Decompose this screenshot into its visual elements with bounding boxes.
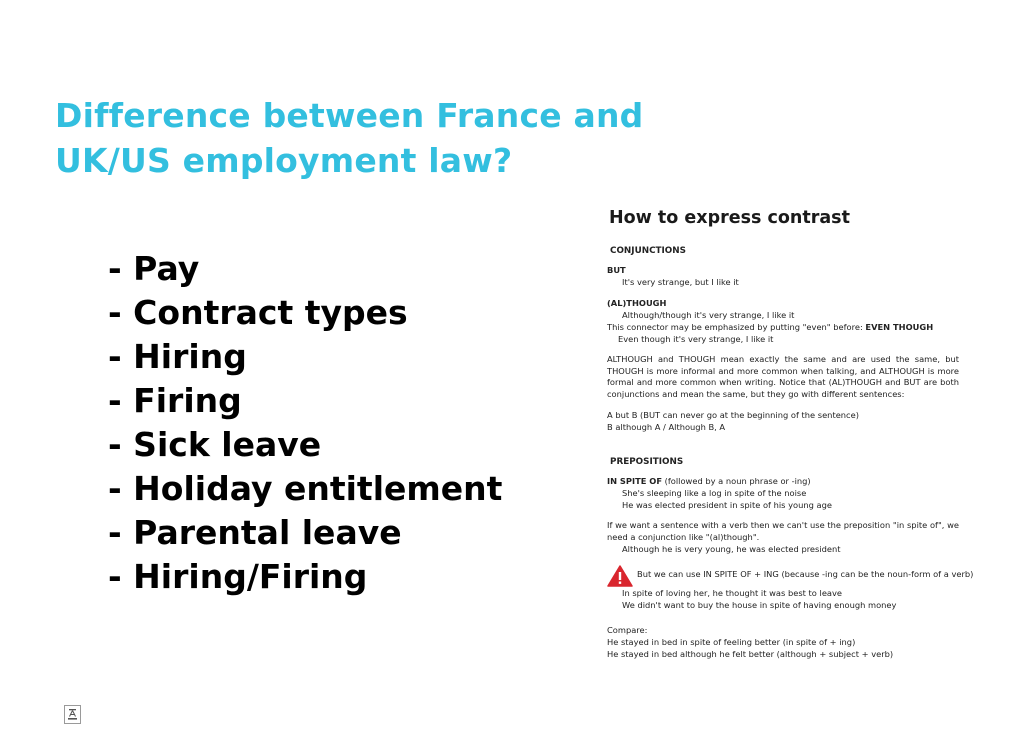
warning-note — [607, 568, 974, 587]
pattern-although: B although A / Although B, A — [607, 422, 726, 432]
verb-explanation: If we want a sentence with a verb then we can't use the preposition "in spite of", we need a conjunction like "(al)though". — [607, 520, 959, 542]
topic-item: - Holiday entitlement — [108, 469, 503, 508]
compare-example-2: He stayed in bed although he felt better (although + subject + verb) — [607, 649, 894, 659]
in-spite-of-heading — [607, 475, 959, 487]
topic-list — [108, 247, 502, 599]
even-though-keyword: EVEN THOUGH — [865, 322, 934, 332]
in-spite-of-ing-example-2: We didn't want to buy the house in spite of having enough money — [622, 600, 897, 610]
conjunctions-heading: CONJUNCTIONS — [610, 246, 686, 256]
pattern-but: A but B (BUT can never go at the beginning of the sentence) — [607, 410, 859, 420]
topic-item: - Pay — [108, 249, 200, 288]
topic-item: - Parental leave — [108, 513, 402, 552]
though-explanation: ALTHOUGH and THOUGH mean exactly the same and are used the same, but THOUGH is more informal and more common when talking, and ALTHOUGH is more formal and more common when writing. Notice that (AL)THOUGH and BUT are both conjunctions and mean the same, but they go with different sentences: — [607, 354, 959, 399]
but-example: It's very strange, but I like it — [622, 277, 739, 287]
in-spite-of-keyword: IN SPITE OF — [607, 476, 662, 486]
warning-triangle-icon — [607, 565, 633, 587]
topic-item: - Hiring — [108, 337, 247, 376]
compare-heading: Compare: — [607, 625, 648, 635]
even-though-example: Even though it's very strange, I like it — [618, 334, 774, 344]
handout-title: How to express contrast — [609, 208, 850, 228]
in-spite-of-example-1: She's sleeping like a log in spite of the noise — [622, 488, 807, 498]
although-example: Although he is very young, he was elected president — [622, 544, 841, 554]
slide-title-line-2: UK/US employment law? — [55, 141, 513, 180]
even-though-note — [607, 321, 959, 333]
contrast-handout-image — [607, 208, 974, 660]
topic-item: - Hiring/Firing — [108, 557, 368, 596]
topic-item: - Sick leave — [108, 425, 322, 464]
presentation-logo-icon — [64, 705, 81, 724]
in-spite-of-note: (followed by a noun phrase or -ing) — [662, 476, 811, 486]
slide-title-line-1: Difference between France and — [55, 96, 644, 135]
topic-item: - Contract types — [108, 293, 408, 332]
though-example: Although/though it's very strange, I like it — [622, 310, 795, 320]
though-heading: (AL)THOUGH — [607, 298, 667, 308]
prepositions-heading: PREPOSITIONS — [610, 457, 684, 467]
in-spite-of-ing-example-1: In spite of loving her, he thought it was best to leave — [622, 588, 843, 598]
but-heading: BUT — [607, 265, 626, 275]
warning-text: But we can use IN SPITE OF + ING (because -ing can be the noun-form of a verb) — [637, 569, 974, 579]
topic-item: - Firing — [108, 381, 242, 420]
slide-title — [55, 93, 643, 183]
in-spite-of-example-2: He was elected president in spite of his young age — [622, 500, 833, 510]
compare-example-1: He stayed in bed in spite of feeling better (in spite of + ing) — [607, 637, 856, 647]
even-though-note-text: This connector may be emphasized by putting "even" before: — [607, 322, 866, 332]
